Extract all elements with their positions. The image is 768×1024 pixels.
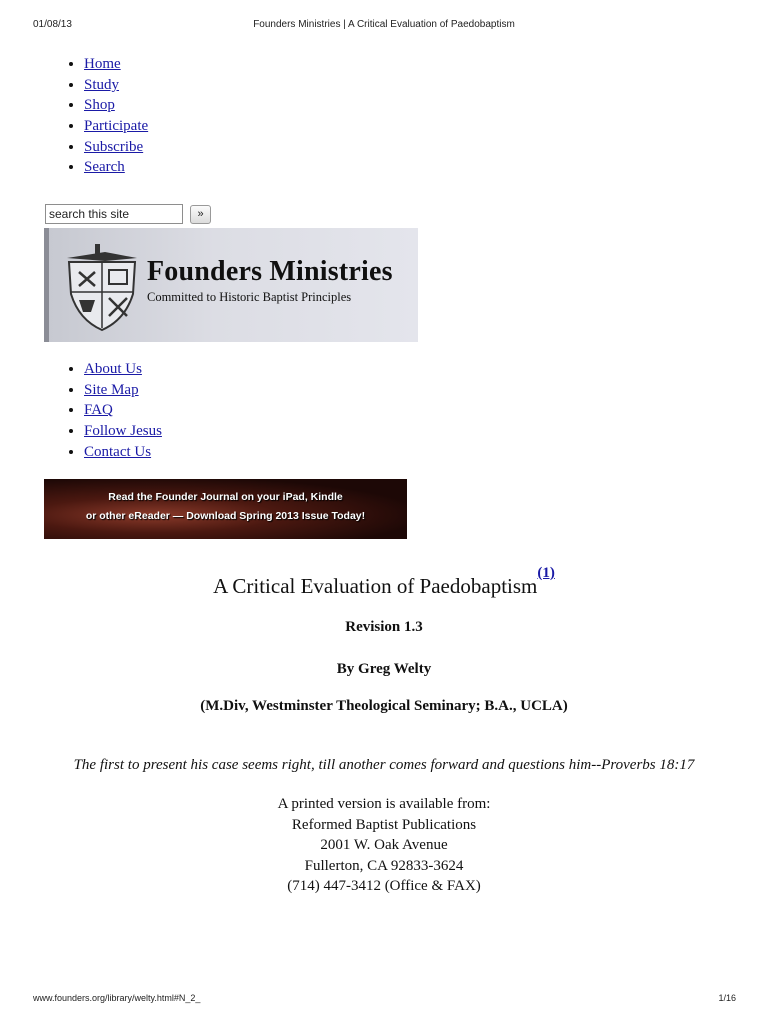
revision-label: Revision 1.3 xyxy=(345,619,423,635)
nav-link-site-map[interactable]: Site Map xyxy=(84,381,139,398)
nav-link-contact-us[interactable]: Contact Us xyxy=(84,443,152,460)
nav-item-follow-jesus xyxy=(84,421,162,442)
nav-item-search xyxy=(84,157,148,178)
nav-item-faq xyxy=(84,400,162,421)
article-title xyxy=(0,565,768,599)
print-page-number: 1/16 xyxy=(718,993,736,1003)
search-input[interactable] xyxy=(45,204,183,224)
footnote-link[interactable]: (1) xyxy=(537,565,555,581)
nav-item-shop xyxy=(84,95,148,116)
promo-line-1: Read the Founder Journal on your iPad, Kindle xyxy=(108,491,343,503)
banner-org-name: Founders Ministries xyxy=(147,256,393,287)
nav-item-subscribe xyxy=(84,137,148,158)
publisher-line: A printed version is available from: xyxy=(277,796,491,812)
search-submit-button[interactable]: » xyxy=(190,205,211,224)
nav-link-follow-jesus[interactable]: Follow Jesus xyxy=(84,423,162,440)
nav-link-subscribe[interactable]: Subscribe xyxy=(84,138,144,155)
nav-item-contact-us xyxy=(84,442,162,463)
print-url: www.founders.org/library/welty.html#N_2_ xyxy=(33,993,201,1003)
main-nav xyxy=(48,54,148,178)
publisher-line: (714) 447-3412 (Office & FAX) xyxy=(287,878,481,894)
epigraph: The first to present his case seems right, till another comes forward and questions him--Proverbs 18:17 xyxy=(73,757,695,773)
print-header xyxy=(0,19,768,33)
nav-item-about-us xyxy=(84,359,162,380)
nav-link-faq[interactable]: FAQ xyxy=(84,402,113,419)
secondary-nav xyxy=(48,359,162,462)
publisher-line: Reformed Baptist Publications xyxy=(291,816,477,833)
banner-tagline: Committed to Historic Baptist Principles xyxy=(147,290,352,304)
shield-crest-icon xyxy=(65,242,139,332)
author-byline: By Greg Welty xyxy=(336,661,432,677)
publisher-info xyxy=(0,794,768,897)
nav-link-home[interactable]: Home xyxy=(84,56,121,72)
promo-line-2: or other eReader — Download Spring 2013 Issue Today! xyxy=(85,510,366,522)
print-title: Founders Ministries | A Critical Evaluation of Paedobaptism xyxy=(253,19,515,30)
nav-item-study xyxy=(84,75,148,96)
journal-promo-banner[interactable] xyxy=(44,479,407,539)
nav-item-site-map xyxy=(84,380,162,401)
nav-link-search[interactable]: Search xyxy=(84,159,125,176)
print-date: 01/08/13 xyxy=(33,19,72,30)
nav-item-participate xyxy=(84,116,148,137)
nav-link-study[interactable]: Study xyxy=(84,76,120,93)
site-banner[interactable] xyxy=(44,228,418,342)
nav-link-about-us[interactable]: About Us xyxy=(84,361,142,377)
author-credentials: (M.Div, Westminster Theological Seminary; B.A., UCLA) xyxy=(200,698,568,714)
publisher-line: Fullerton, CA 92833-3624 xyxy=(304,857,464,874)
nav-link-shop[interactable]: Shop xyxy=(84,97,115,114)
article-title-text: A Critical Evaluation of Paedobaptism xyxy=(213,574,538,598)
nav-link-participate[interactable]: Participate xyxy=(84,118,149,135)
publisher-line: 2001 W. Oak Avenue xyxy=(320,837,448,853)
nav-item-home xyxy=(84,54,148,75)
print-footer xyxy=(0,993,768,1007)
